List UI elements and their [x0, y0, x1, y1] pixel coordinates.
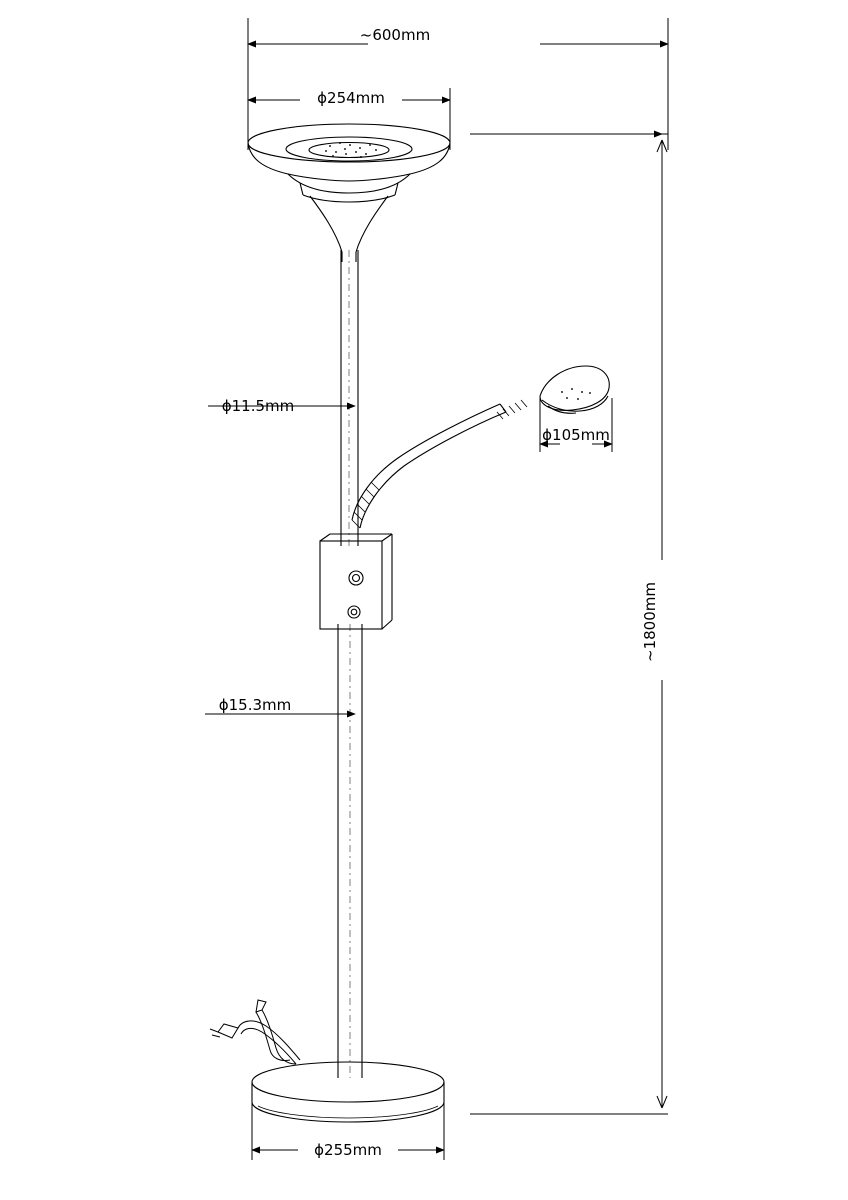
dimension-overall-height	[470, 134, 668, 1114]
dim-label-reading-shade-dia: ϕ105mm	[542, 426, 610, 444]
reading-shade	[540, 366, 609, 413]
uplight-shade	[248, 124, 450, 202]
dim-label-overall-depth: ~600mm	[359, 26, 431, 44]
dim-label-uplight-shade-dia: ϕ254mm	[317, 89, 385, 107]
reading-shade-texture	[561, 388, 590, 399]
lower-pole	[338, 624, 362, 1078]
shade-texture	[325, 142, 376, 157]
dim-label-lower-pole-dia: ϕ15.3mm	[218, 696, 292, 714]
reading-arm-flex-coil	[352, 400, 527, 528]
control-box	[320, 534, 392, 629]
dim-label-base-dia: ϕ255mm	[314, 1141, 382, 1159]
power-cord	[238, 1010, 300, 1064]
reading-arm	[352, 404, 506, 528]
dim-label-overall-height: ~1800mm	[641, 582, 659, 662]
power-plug	[210, 1000, 266, 1038]
dimension-overall-depth	[248, 18, 668, 150]
dim-label-upper-pole-dia: ϕ11.5mm	[221, 397, 295, 415]
upper-pole	[341, 250, 358, 546]
lamp-base	[252, 1062, 444, 1122]
